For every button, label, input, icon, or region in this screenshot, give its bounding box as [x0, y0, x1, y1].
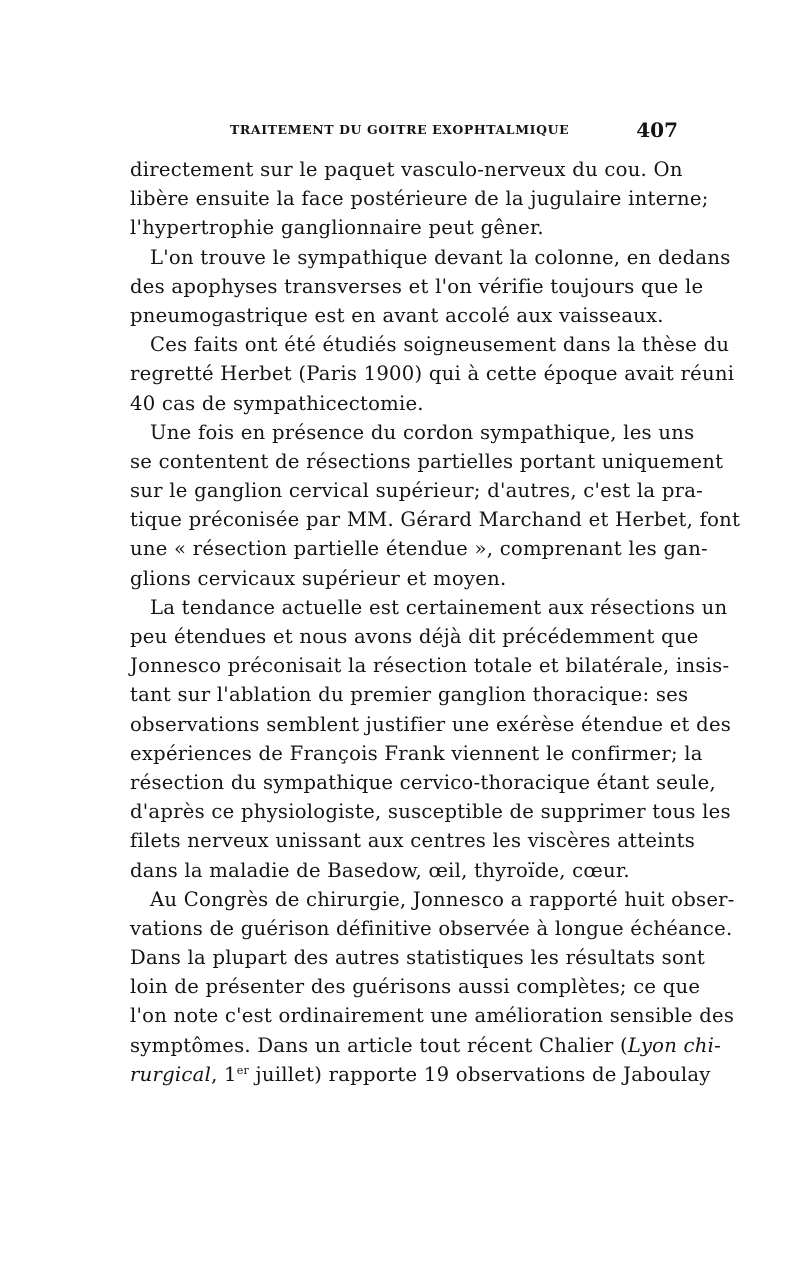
text-line: filets nerveux unissant aux centres les viscères atteints — [130, 829, 696, 853]
text-line: 40 cas de sympathicectomie. — [130, 391, 424, 415]
paragraph-first-line: Au Congrès de chirurgie, Jonnesco a rapporté huit obser- — [150, 887, 735, 911]
text-line: directement sur le paquet vasculo-nerveux du cou. On — [130, 158, 683, 181]
text-line: des apophyses transverses et l'on vérifie toujours que le — [130, 274, 704, 298]
body-text — [130, 155, 741, 1089]
text-segment: symptômes. Dans un article tout récent Chalier ( — [130, 1033, 628, 1057]
text-line: loin de présenter des guérisons aussi complètes; ce que — [130, 975, 701, 999]
text-line: Dans la plupart des autres statistiques les résultats sont — [130, 946, 706, 970]
text-line: regretté Herbet (Paris 1900) qui à cette époque avait réuni — [130, 362, 735, 386]
superscript: er — [236, 1063, 250, 1077]
text-line: l'hypertrophie ganglionnaire peut gêner. — [130, 216, 544, 240]
text-line: résection du sympathique cervico-thoracique étant seule, — [130, 770, 716, 794]
text-line: libère ensuite la face postérieure de la jugulaire interne; — [130, 187, 709, 211]
italic-citation: rurgical — [130, 1062, 212, 1086]
paragraph-first-line: Ces faits ont été étudiés soigneusement dans la thèse du — [150, 333, 730, 357]
text-line: expériences de François Frank viennent le confirmer; la — [130, 741, 703, 765]
text-line: observations semblent justifier une exérèse étendue et des — [130, 712, 732, 736]
text-segment: , 1 — [211, 1062, 237, 1086]
text-line: l'on note c'est ordinairement une amélioration sensible des — [130, 1004, 735, 1028]
text-line: dans la maladie de Basedow, œil, thyroïde, cœur. — [130, 858, 630, 882]
paragraph-first-line: La tendance actuelle est certainement aux résections un — [150, 595, 728, 619]
text-line: tant sur l'ablation du premier ganglion thoracique: ses — [130, 683, 689, 707]
text-line: se contentent de résections partielles portant uniquement — [130, 449, 724, 473]
text-line — [130, 1031, 722, 1060]
italic-citation: Lyon chi- — [627, 1033, 722, 1057]
text-line: tique préconisée par MM. Gérard Marchand et Herbet, font — [130, 508, 741, 532]
text-line: pneumogastrique est en avant accolé aux vaisseaux. — [130, 303, 664, 327]
paragraph-first-line: Une fois en présence du cordon sympathique, les uns — [150, 420, 695, 444]
paragraph-first-line: L'on trouve le sympathique devant la colonne, en dedans — [150, 245, 731, 269]
text-segment: juillet) rapporte 19 observations de Jaboulay — [249, 1062, 711, 1086]
page-number: 407 — [636, 118, 678, 142]
text-line — [130, 1060, 711, 1089]
text-line: une « résection partielle étendue », comprenant les gan- — [130, 537, 708, 561]
text-line: vations de guérison définitive observée à longue échéance. — [130, 916, 733, 940]
text-line: peu étendues et nous avons déjà dit précédemment que — [130, 625, 699, 648]
text-line: glions cervicaux supérieur et moyen. — [130, 566, 507, 590]
running-title: TRAITEMENT DU GOITRE EXOPHTALMIQUE — [230, 122, 570, 137]
text-line: sur le ganglion cervical supérieur; d'autres, c'est la pra- — [130, 479, 704, 503]
text-line: Jonnesco préconisait la résection totale et bilatérale, insis- — [130, 654, 730, 678]
text-line: d'après ce physiologiste, susceptible de supprimer tous les — [130, 800, 731, 824]
running-head — [132, 118, 678, 144]
